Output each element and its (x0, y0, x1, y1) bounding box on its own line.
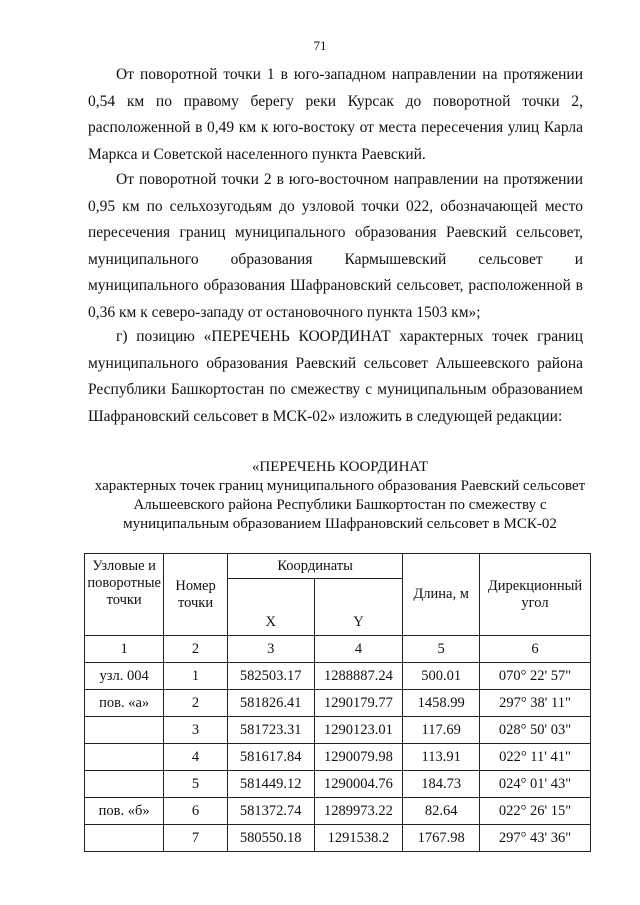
cell-angle: 297° 38' 11" (480, 690, 591, 717)
column-number-row (85, 636, 591, 663)
cell-length: 113.91 (403, 744, 480, 771)
header-coordinates: Координаты (227, 554, 403, 579)
cell-number: 1 (164, 663, 228, 690)
table-title (60, 458, 620, 534)
cell-angle: 028° 50' 03" (480, 717, 591, 744)
cell-number: 3 (164, 717, 228, 744)
header-y: Y (314, 579, 403, 636)
cell-x: 582503.17 (227, 663, 314, 690)
cell-angle: 297° 43' 36" (480, 825, 591, 852)
cell-x: 581449.12 (227, 771, 314, 798)
table-row (85, 663, 591, 690)
cell-length: 500.01 (403, 663, 480, 690)
cell-angle: 022° 26' 15" (480, 798, 591, 825)
cell-node: пов. «а» (85, 690, 164, 717)
cell-number: 6 (164, 798, 228, 825)
table-title-line-3: Альшеевского района Республики Башкортостан по смежеству с (133, 497, 547, 513)
cell-y: 1290004.76 (314, 771, 403, 798)
paragraph-1: От поворотной точки 1 в юго-западном направлении на протяжении 0,54 км по правому берегу реки Курсак до поворотной точки 2, расположенной в 0,49 км к юго-востоку от места пересечения улиц Карла Маркса и Советской населенного пункта Раевский. (88, 66, 583, 163)
cell-y: 1289973.22 (314, 798, 403, 825)
cell-number: 4 (164, 744, 228, 771)
cell-number: 7 (164, 825, 228, 852)
coordinates-table (84, 553, 591, 852)
header-point-number: Номер точки (164, 554, 228, 636)
cell-number: 2 (164, 690, 228, 717)
cell-node: узл. 004 (85, 663, 164, 690)
column-number: 1 (85, 636, 164, 663)
header-direction: Дирекционный угол (480, 554, 591, 636)
cell-node (85, 771, 164, 798)
table-row (85, 798, 591, 825)
cell-y: 1288887.24 (314, 663, 403, 690)
table-header-row (85, 554, 591, 579)
column-number: 3 (227, 636, 314, 663)
cell-y: 1290079.98 (314, 744, 403, 771)
table-row (85, 771, 591, 798)
column-number: 5 (403, 636, 480, 663)
cell-length: 1458.99 (403, 690, 480, 717)
cell-angle: 070° 22' 57" (480, 663, 591, 690)
cell-angle: 022° 11' 41" (480, 744, 591, 771)
page-number: 71 (313, 38, 327, 53)
cell-node (85, 744, 164, 771)
cell-y: 1290179.77 (314, 690, 403, 717)
header-length: Длина, м (403, 554, 480, 636)
cell-node (85, 717, 164, 744)
paragraph-2: От поворотной точки 2 в юго-восточном направлении на протяжении 0,95 км по сельхозугодьям до узловой точки 022, обозначающей место пересечения границ муниципального образования Раевский сельсовет, муниципального образования Кармышевский сельсовет и муниципального образования Шафрановский сельсовет, расположенной в 0,36 км к северо-западу от остановочного пункта 1503 км»; (88, 171, 583, 321)
cell-x: 581617.84 (227, 744, 314, 771)
cell-number: 5 (164, 771, 228, 798)
cell-length: 1767.98 (403, 825, 480, 852)
table-title-line-4: муниципальным образованием Шафрановский сельсовет в МСК-02 (123, 516, 557, 532)
table-row (85, 690, 591, 717)
column-number: 4 (314, 636, 403, 663)
table-row (85, 825, 591, 852)
cell-y: 1291538.2 (314, 825, 403, 852)
table-title-line-2: характерных точек границ муниципального образования Раевский сельсовет (94, 478, 586, 494)
header-node-points: Узловые и поворотные точки (85, 554, 164, 636)
cell-angle: 024° 01' 43" (480, 771, 591, 798)
paragraph-3: г) позицию «ПЕРЕЧЕНЬ КООРДИНАТ характерных точек границ муниципального образования Раевский сельсовет Альшеевского района Республики Башкортостан по смежеству с муниципальным образованием Шафрановский сельсовет в МСК-02» изложить в следующей редакции: (88, 328, 583, 425)
cell-x: 581826.41 (227, 690, 314, 717)
table-title-line-1: «ПЕРЕЧЕНЬ КООРДИНАТ (251, 459, 429, 475)
cell-length: 184.73 (403, 771, 480, 798)
column-number: 6 (480, 636, 591, 663)
cell-x: 580550.18 (227, 825, 314, 852)
cell-x: 581723.31 (227, 717, 314, 744)
table-row (85, 744, 591, 771)
cell-y: 1290123.01 (314, 717, 403, 744)
table-row (85, 717, 591, 744)
cell-node (85, 825, 164, 852)
cell-node: пов. «б» (85, 798, 164, 825)
cell-x: 581372.74 (227, 798, 314, 825)
header-x: X (227, 579, 314, 636)
cell-length: 82.64 (403, 798, 480, 825)
column-number: 2 (164, 636, 228, 663)
cell-length: 117.69 (403, 717, 480, 744)
